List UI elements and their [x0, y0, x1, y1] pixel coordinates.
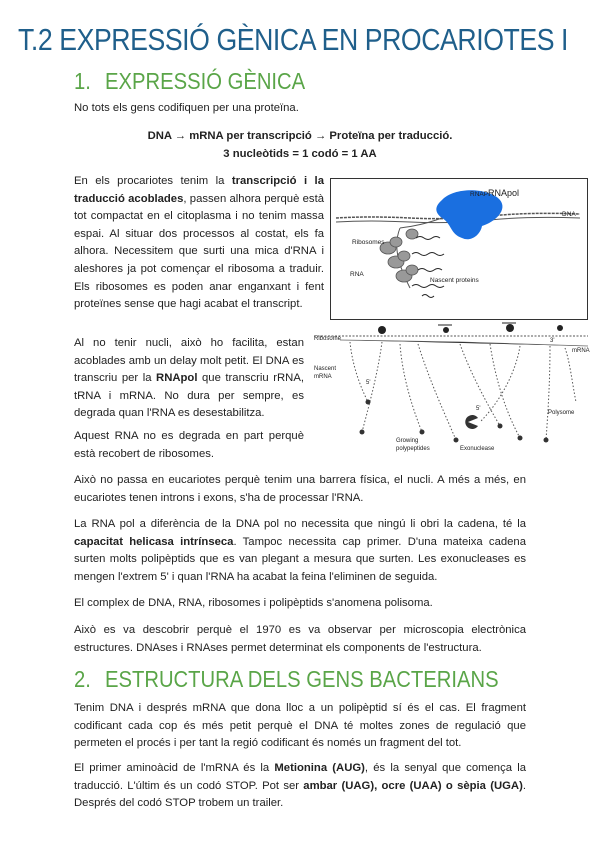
s2p2-text-a: El primer aminoàcid de l'mRNA és la	[74, 762, 275, 774]
p1-text-a: En els procariotes tenim la	[74, 175, 232, 187]
p5-text-b: . Tampoc necessita cap primer. D'una mateixa cadena surten molts polipèptids que es van plegant a mesura que surten. Les exonucleases es mengen l'extrem 5' i quan l'RNA ha acabat la feina l'eliminen de seguida.	[74, 535, 526, 583]
section-2-number: 2.	[74, 666, 91, 692]
fig1-label-rna: RNA	[350, 271, 364, 278]
fig1-label-rnap: RNAP	[470, 191, 489, 198]
section-1-number: 1.	[74, 68, 91, 94]
paragraph-discovery: Això es va descobrir perquè el 1970 es va observar per microscopia electrònica estructures. DNAses i RNAses permet determinat els components de l'estructura.	[74, 624, 526, 654]
p5-bold: capacitat helicasa intrínseca	[74, 535, 234, 548]
fig2-label-exonuclease: Exonuclease	[460, 446, 495, 452]
p2-text-a: Al no tenir nucli, això ho facilita, estan acoblades amb un delay molt petit. El DNA es transcriu per la	[74, 337, 304, 385]
fig2-label-polypeptides: polypeptides	[396, 446, 430, 452]
fig2-label-nascent: Nascent	[314, 366, 337, 372]
transcription-translation-figure	[330, 178, 588, 320]
formula-line-1: DNA → mRNA per transcripció → Proteïna per traducció.	[147, 130, 453, 142]
fig2-label-nascent-mrna: mRNA	[314, 374, 332, 380]
section-1-heading	[74, 68, 305, 95]
paragraph-helicase	[74, 516, 526, 586]
fig1-label-rnapol: RNApol	[488, 188, 520, 198]
paragraph-eukaryotes: Això no passa en eucariotes perquè tenim una barrera física, el nucli. A més a més, en eucariotes tenen introns i exons, s'ha de processar l'RNA.	[74, 474, 526, 504]
paragraph-ribosome-cover: Aquest RNA no es degrada en part perquè està recobert de ribosomes.	[74, 430, 304, 460]
fig2-label-polysome: Polysome	[548, 410, 575, 416]
paragraph-coupling	[74, 173, 324, 314]
p2-text-b: que transcriu rRNA, tRNA i mRNA. No dura per sempre, es degrada quan l'RNA es desestabilitza.	[74, 372, 304, 420]
s2p2-bold-2: ambar (UAG), ocre (UAA) o sèpia (UGA)	[303, 779, 523, 792]
section-1-title: EXPRESSIÓ GÈNICA	[104, 68, 306, 94]
p1-text-b: , passen alhora perquè està tot compactat en el citoplasma i no tenim massa espai. Al situar dos processos al costat, els fa alhora. Necessitem que surti una mica d'RNA i aleshores ja pot començar el ribosoma a traduir. Els ribosomes es poden anar enganxant i fent proteïnes sense que hagi acabat el transcript.	[74, 192, 324, 311]
formula-line-2: 3 nucleòtids = 1 codó = 1 AA	[223, 148, 377, 160]
fig1-label-dna: DNA	[562, 211, 576, 218]
fig2-label-ribosome: Ribosome	[314, 336, 342, 342]
polysome-figure	[310, 322, 592, 474]
paragraph-gene-structure: Tenim DNA i després mRNA que dona lloc a un polipèptid sí és el cas. El fragment codificant cada cop és més petit perquè el DNA té moltes zones de regulació que permeten el procés i per tant la regió codificant és només un fragment del tot.	[74, 702, 526, 750]
paragraph-codons	[74, 760, 526, 813]
paragraph-polysome: El complex de DNA, RNA, ribosomes i polipèptids s'anomena polisoma.	[74, 597, 433, 609]
p1-bold: transcripció i la traducció acoblades	[74, 175, 324, 205]
s2p2-text-b: , és la senyal que comença la traducció. L'últim és un codó STOP. Pot ser	[74, 762, 526, 792]
fig2-label-5prime-a: 5'	[366, 380, 371, 386]
s2p2-text-c: . Després del codó STOP trobem un trailer.	[74, 779, 526, 810]
fig2-label-5prime-b: 5'	[476, 406, 481, 412]
fig2-label-mrna: mRNA	[572, 348, 590, 354]
fig1-label-nascent: Nascent proteins	[430, 277, 479, 284]
paragraph-rnapol	[74, 335, 304, 423]
intro-paragraph: No tots els gens codifiquen per una proteïna.	[74, 102, 299, 114]
s2p2-bold-1: Metionina (AUG)	[274, 762, 365, 774]
fig2-label-3prime: 3'	[550, 338, 555, 344]
section-2-heading	[74, 666, 499, 693]
fig2-label-growing: Growing	[396, 438, 419, 444]
fig1-label-ribosomes: Ribosomes	[352, 239, 385, 246]
p5-text-a: La RNA pol a diferència de la DNA pol no necessita que ningú li obri la cadena, té la	[74, 518, 526, 530]
page-title: T.2 EXPRESSIÓ GÈNICA EN PROCARIOTES I	[18, 22, 569, 57]
p2-bold: RNApol	[156, 372, 198, 385]
section-2-title: ESTRUCTURA DELS GENS BACTERIANS	[104, 666, 499, 692]
